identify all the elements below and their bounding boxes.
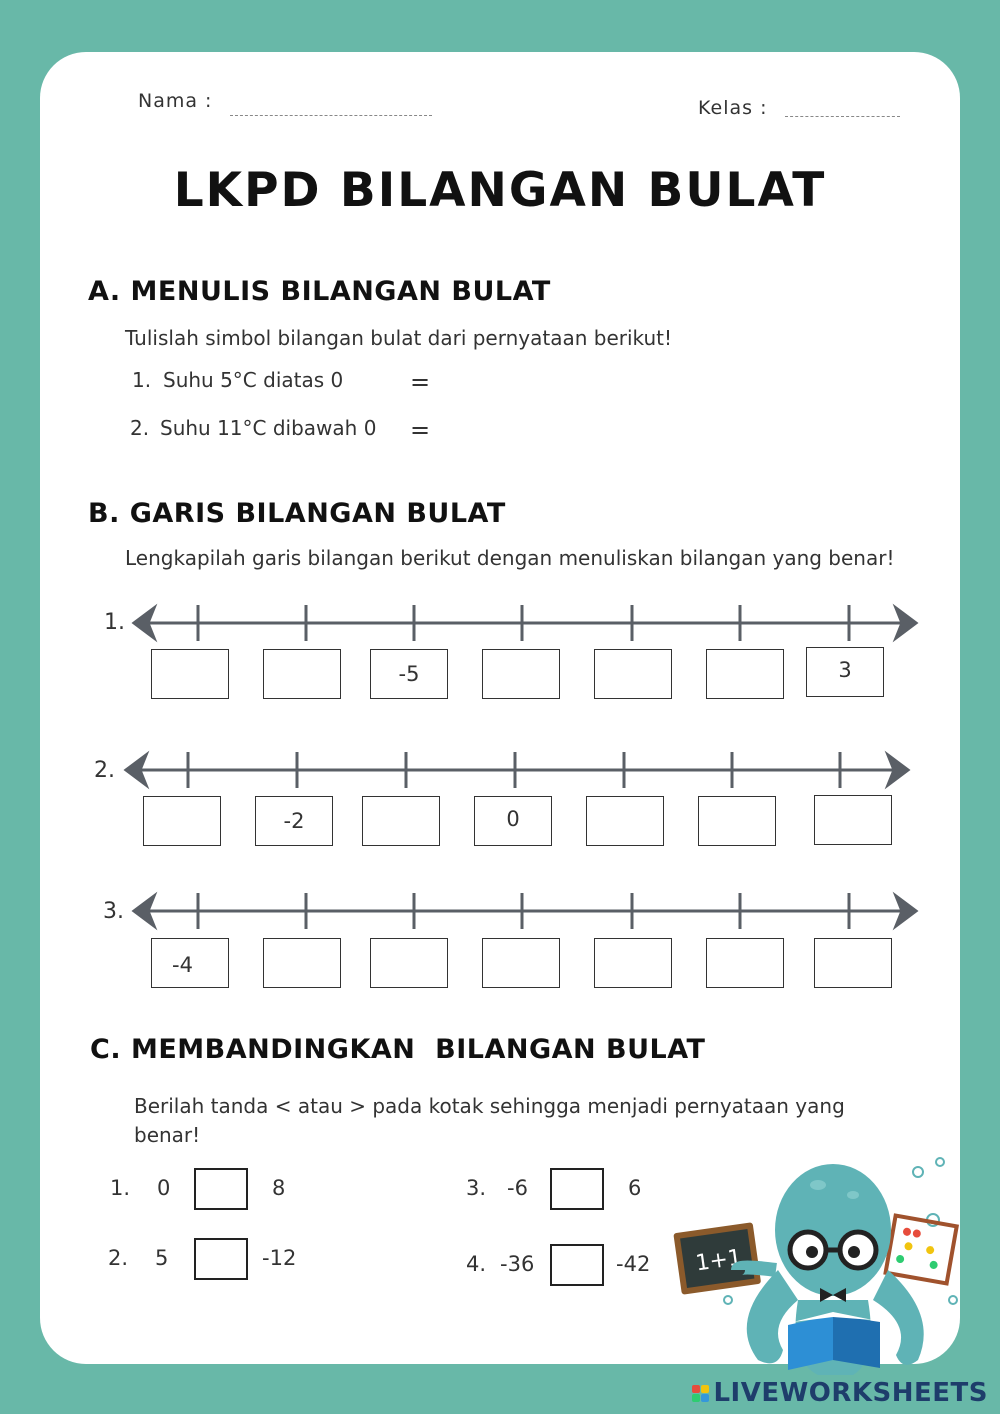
c-item-2-left: 5	[155, 1246, 169, 1270]
section-a-instruction: Tulislah simbol bilangan bulat dari pernyataan berikut!	[125, 326, 673, 350]
octopus-head	[775, 1164, 891, 1296]
a-item-2-number: 2.	[130, 416, 150, 440]
chalkboard-text: 1+1	[694, 1245, 744, 1277]
a-item-2-equals: =	[410, 416, 431, 444]
c-item-4-answer-box[interactable]	[550, 1244, 604, 1286]
c-item-4-right: -42	[616, 1252, 651, 1276]
c-item-4-number: 4.	[466, 1252, 487, 1276]
b2-box-6[interactable]	[698, 796, 776, 846]
class-label: Kelas :	[698, 97, 768, 119]
c-item-1-number: 1.	[110, 1176, 131, 1200]
b2-box-3[interactable]	[362, 796, 440, 846]
c-item-3-answer-box[interactable]	[550, 1168, 604, 1210]
c-item-2-number: 2.	[108, 1246, 129, 1270]
b3-box-4[interactable]	[482, 938, 560, 988]
name-label: Nama :	[138, 90, 213, 112]
c-item-1-answer-box[interactable]	[194, 1168, 248, 1210]
b2-box-1[interactable]	[143, 796, 221, 846]
b3-box-2[interactable]	[263, 938, 341, 988]
b-line-2-number: 2.	[94, 758, 115, 783]
c-item-3-right: 6	[628, 1176, 642, 1200]
liveworksheets-brand: LIVEWORKSHEETS	[713, 1378, 988, 1408]
chalkboard	[673, 1222, 761, 1295]
b1-box-7: 3	[806, 647, 884, 697]
c-item-2-answer-box[interactable]	[194, 1238, 248, 1280]
b2-box-7[interactable]	[814, 795, 892, 845]
section-c-instruction: Berilah tanda < atau > pada kotak sehingga menjadi pernyataan yang benar!	[134, 1094, 845, 1147]
number-line-2	[126, 752, 908, 788]
b1-box-3: -5	[370, 649, 448, 699]
b2-box-4: 0	[474, 796, 552, 846]
section-a-heading: A. MENULIS BILANGAN BULAT	[88, 276, 551, 307]
abacus	[886, 1216, 957, 1284]
page-title: LKPD BILANGAN BULAT	[173, 163, 827, 218]
section-b-instruction: Lengkapilah garis bilangan berikut dengan menuliskan bilangan yang benar!	[125, 546, 895, 570]
b3-box-7[interactable]	[814, 938, 892, 988]
b1-box-4[interactable]	[482, 649, 560, 699]
liveworksheets-logo	[692, 1378, 988, 1408]
octopus-teacher-illustration	[668, 1150, 968, 1380]
number-line-3	[134, 893, 916, 929]
number-line-1	[134, 605, 916, 641]
b1-box-6[interactable]	[706, 649, 784, 699]
b1-box-5[interactable]	[594, 649, 672, 699]
c-item-1-left: 0	[157, 1176, 171, 1200]
b-line-3-number: 3.	[103, 899, 124, 924]
c-item-3-number: 3.	[466, 1176, 487, 1200]
c-item-4-left: -36	[500, 1252, 535, 1276]
b1-box-2[interactable]	[263, 649, 341, 699]
b3-box-6[interactable]	[706, 938, 784, 988]
a-item-2-text: Suhu 11°C dibawah 0	[160, 416, 377, 440]
a-item-1-number: 1.	[132, 368, 152, 392]
b-line-1-number: 1.	[104, 610, 125, 635]
liveworksheets-logo-icon	[692, 1385, 709, 1402]
section-c-heading: C. MEMBANDINGKAN BILANGAN BULAT	[90, 1034, 706, 1065]
b2-box-2: -2	[255, 796, 333, 846]
c-item-2-right: -12	[262, 1246, 297, 1270]
a-item-1-equals: =	[410, 368, 431, 396]
a-item-1-text: Suhu 5°C diatas 0	[163, 368, 344, 392]
c-item-1-right: 8	[272, 1176, 286, 1200]
b1-box-1[interactable]	[151, 649, 229, 699]
section-b-heading: B. GARIS BILANGAN BULAT	[88, 498, 506, 529]
b3-box-3[interactable]	[370, 938, 448, 988]
b3-box-5[interactable]	[594, 938, 672, 988]
b3-box-1: -4	[151, 938, 229, 988]
b2-box-5[interactable]	[586, 796, 664, 846]
c-item-3-left: -6	[507, 1176, 528, 1200]
